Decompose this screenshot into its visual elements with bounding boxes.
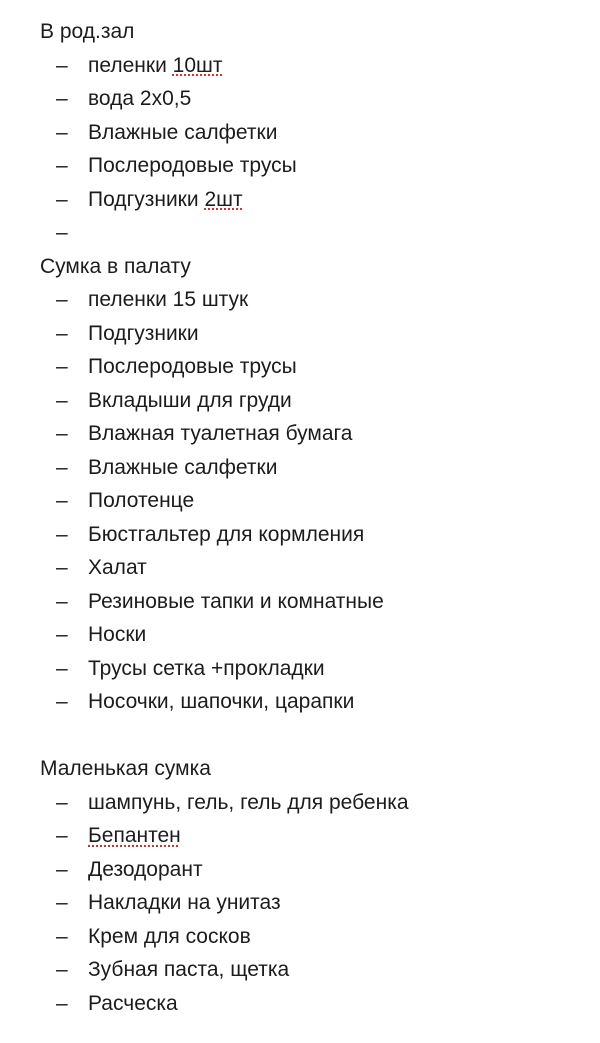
list-item-text <box>88 819 181 853</box>
text-run: Вкладыши для груди <box>88 388 292 412</box>
text-run: Послеродовые трусы <box>88 154 297 177</box>
dash-bullet: – <box>56 690 68 713</box>
list-item <box>0 451 600 485</box>
list-item-text <box>88 618 146 652</box>
list-item <box>0 886 600 920</box>
document-body[interactable] <box>0 15 600 1020</box>
dash-bullet: – <box>56 556 68 579</box>
list-item <box>0 484 600 518</box>
dash-bullet: – <box>56 857 68 881</box>
list-item <box>0 183 600 217</box>
text-run: вода 2х0,5 <box>88 87 192 110</box>
list-item-text <box>88 49 222 83</box>
list-item <box>0 987 600 1021</box>
list-item <box>0 585 600 619</box>
dash-bullet: – <box>56 388 68 412</box>
dash-bullet: – <box>56 221 68 244</box>
dash-bullet: – <box>56 355 68 378</box>
text-run: Дезодорант <box>88 857 203 881</box>
list-item <box>0 685 600 719</box>
text-run: Халат <box>88 556 147 579</box>
list-item-text <box>88 350 297 384</box>
dash-bullet: – <box>56 656 68 680</box>
text-run: Трусы сетка +прокладки <box>88 656 325 680</box>
dash-bullet: – <box>56 53 68 77</box>
text-run: Носки <box>88 623 147 646</box>
list-item-text <box>88 384 292 418</box>
list-item-text <box>88 283 248 317</box>
dash-bullet: – <box>56 790 68 814</box>
list-item <box>0 920 600 954</box>
dash-bullet: – <box>56 958 68 981</box>
list-item-text <box>88 853 203 887</box>
dash-bullet: – <box>56 422 68 445</box>
dash-bullet: – <box>56 187 68 211</box>
text-run: Послеродовые трусы <box>88 355 297 378</box>
text-run: шампунь, гель, гель для ребенка <box>88 790 409 814</box>
dash-bullet: – <box>56 87 68 110</box>
list-item-text <box>88 953 289 987</box>
text-run: пеленки <box>88 53 173 77</box>
list-item <box>0 417 600 451</box>
list-item <box>0 652 600 686</box>
dash-bullet: – <box>56 824 68 847</box>
text-run: пеленки 15 штук <box>88 288 249 311</box>
list-item-text <box>88 652 325 686</box>
list-item-text <box>88 82 191 116</box>
text-run: Бюстгальтер для кормления <box>88 522 365 546</box>
list-item <box>0 786 600 820</box>
text-run: Полотенце <box>88 489 195 512</box>
list-item-text <box>88 585 384 619</box>
section-heading: Сумка в палату <box>40 254 191 278</box>
dash-bullet: – <box>56 489 68 512</box>
list-item-text <box>88 484 194 518</box>
list-item-text <box>88 987 178 1021</box>
list-item-text <box>88 417 352 451</box>
list-item <box>0 149 600 183</box>
text-run: Резиновые тапки и комнатные <box>88 589 384 613</box>
dash-bullet: – <box>56 120 68 144</box>
dash-bullet: – <box>56 455 68 479</box>
list-item-text <box>88 685 354 719</box>
dash-bullet: – <box>56 991 68 1015</box>
list-item-text <box>88 886 281 920</box>
dash-bullet: – <box>56 891 68 914</box>
list-item <box>0 283 600 317</box>
text-run: Зубная паста, щетка <box>88 958 290 981</box>
section-heading: Маленькая сумка <box>40 757 211 780</box>
text-run: Влажные салфетки <box>88 455 278 479</box>
misspelled-word: Бепантен <box>88 824 181 847</box>
list-item-text <box>88 149 297 183</box>
misspelled-word: 10шт <box>172 53 223 77</box>
text-run: Носочки, шапочки, царапки <box>88 690 355 713</box>
dash-bullet: – <box>56 522 68 546</box>
dash-bullet: – <box>56 288 68 311</box>
dash-bullet: – <box>56 924 68 948</box>
list-item <box>0 49 600 83</box>
list-item <box>0 551 600 585</box>
list-item <box>0 82 600 116</box>
section-heading: В род.зал <box>40 20 135 43</box>
text-run: Накладки на унитаз <box>88 891 281 914</box>
list-item <box>0 819 600 853</box>
list-item <box>0 953 600 987</box>
list-item-text <box>88 183 243 217</box>
dash-bullet: – <box>56 623 68 646</box>
dash-bullet: – <box>56 321 68 345</box>
list-item-text <box>88 116 277 150</box>
list-item <box>0 384 600 418</box>
list-item-text <box>88 317 199 351</box>
list-item-text <box>88 551 147 585</box>
text-run: Подгузники <box>88 321 199 345</box>
list-item <box>0 618 600 652</box>
blank-line <box>0 719 600 753</box>
text-run: Крем для сосков <box>88 924 251 948</box>
list-item-text <box>88 786 409 820</box>
text-run: Влажные салфетки <box>88 120 278 144</box>
dash-bullet: – <box>56 154 68 177</box>
list-item-text <box>88 920 251 954</box>
list-item <box>0 317 600 351</box>
dash-bullet: – <box>56 589 68 613</box>
misspelled-word: 2шт <box>204 187 243 211</box>
list-item <box>0 216 600 250</box>
list-item <box>0 853 600 887</box>
list-item <box>0 116 600 150</box>
list-item <box>0 350 600 384</box>
list-item <box>0 518 600 552</box>
text-run: Расческа <box>88 991 178 1015</box>
list-item-text <box>88 518 364 552</box>
text-run: Подгузники <box>88 187 205 211</box>
text-run: Влажная туалетная бумага <box>88 422 353 445</box>
list-item-text <box>88 451 277 485</box>
